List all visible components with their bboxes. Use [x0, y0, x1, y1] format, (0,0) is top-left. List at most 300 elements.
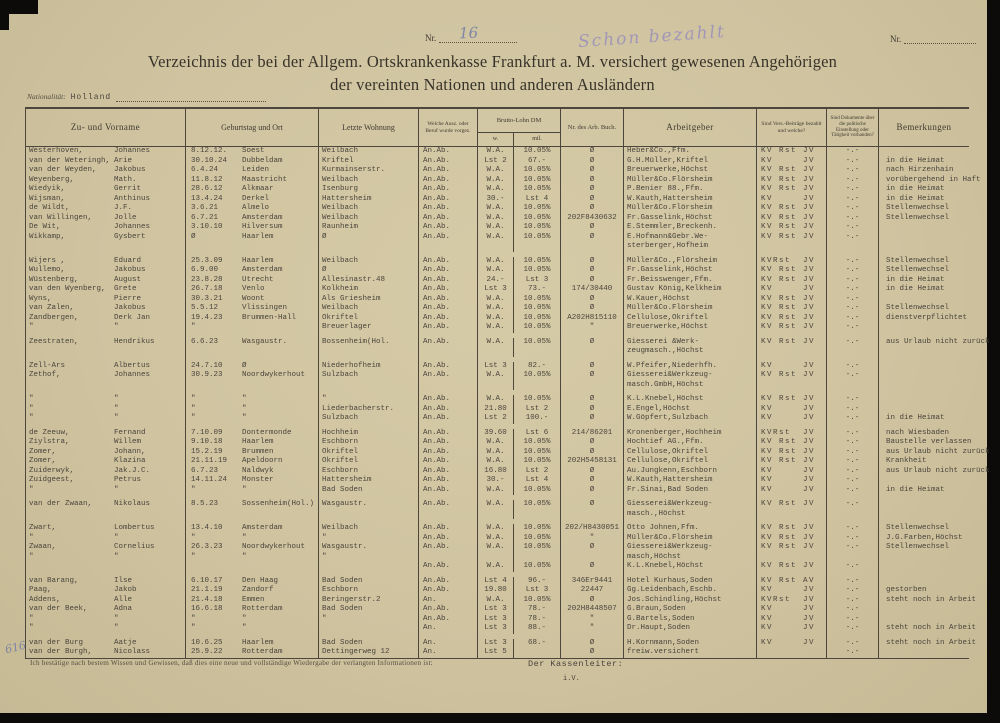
cell-arbeitsbuch-nr: Ø: [561, 495, 624, 510]
cell-beitraege: KV Rst JV: [757, 543, 827, 553]
cell-dokumente: -.-: [827, 285, 879, 295]
cell-bemerkung: Baustelle verlassen: [886, 438, 972, 446]
table-row: [26, 233, 969, 243]
cell-ausweis: An.Ab.: [419, 605, 478, 615]
cell-arbeitsbuch-nr: Ø: [561, 157, 624, 167]
col-header-dokumente: Sind Dokumente über die politische Einstellung oder Tätigkeit vorhanden?: [827, 109, 879, 146]
cell-arbeitgeber: Giesserei&Werkzeug-: [624, 543, 757, 553]
cell-ausweis: An.Ab.: [419, 266, 478, 276]
cell-geburtstag-ort: 13.4.10 Amsterdam: [186, 519, 319, 534]
brutto-lohn-subheaders: [478, 133, 560, 146]
cell-brutto-lohn: Lst 3 78.-: [478, 605, 561, 615]
cell-bemerkung: [879, 562, 969, 572]
cell-bemerkung: in die Heimat: [886, 156, 945, 165]
cell-letzte-wohnung: [319, 381, 419, 391]
cell-name: Wiedyik, Gerrit: [26, 185, 186, 195]
cell-dokumente: [827, 553, 879, 563]
cell-letzte-wohnung: Breuerlager: [319, 323, 419, 333]
cell-arbeitsbuch-nr: ": [561, 624, 624, 634]
cell-brutto-lohn: W.A. 10.05%: [478, 223, 561, 233]
cell-arbeitsbuch-nr: Ø: [561, 333, 624, 348]
table-row: [26, 252, 969, 267]
cell-brutto-lohn: 30.- Lst 4: [478, 195, 561, 205]
cell-beitraege: KV Rst JV: [757, 166, 827, 176]
cell-letzte-wohnung: Wasgaustr.: [319, 495, 419, 510]
scan-edge-right: [987, 0, 1000, 723]
cell-ausweis: An.Ab.: [419, 357, 478, 372]
cell-geburtstag-ort: " ": [186, 615, 319, 625]
cell-dokumente: -.-: [827, 414, 879, 424]
cell-arbeitsbuch-nr: [561, 381, 624, 391]
nr-field-right: [890, 34, 976, 44]
document-title-line2: der vereinten Nationen und anderen Ausländern: [330, 75, 655, 94]
cell-geburtstag-ort: 6.4.24 Leiden: [186, 166, 319, 176]
cell-bemerkung: in die Heimat: [886, 275, 945, 284]
cell-geburtstag-ort: 30.9.23 Noordwykerhout: [186, 371, 319, 381]
cell-letzte-wohnung: Hattersheim: [319, 195, 419, 205]
cell-arbeitsbuch-nr: 346Er9441: [561, 572, 624, 587]
cell-letzte-wohnung: Okriftel: [319, 314, 419, 324]
table-row: [26, 543, 969, 553]
cell-letzte-wohnung: Eschborn: [319, 438, 419, 448]
cell-dokumente: -.-: [827, 304, 879, 314]
cell-arbeitsbuch-nr: Ø: [561, 185, 624, 195]
cell-arbeitsbuch-nr: 22447: [561, 586, 624, 596]
cell-name: " ": [26, 486, 186, 496]
cell-ausweis: An.Ab.: [419, 166, 478, 176]
table-row: [26, 314, 969, 324]
cell-arbeitsbuch-nr: Ø: [561, 648, 624, 658]
cell-ausweis: An.Ab.: [419, 448, 478, 458]
cell-bemerkung: [879, 572, 969, 587]
cell-brutto-lohn: 19.80 Lst 3: [478, 586, 561, 596]
col-header-beitraege: Sind Vers.-Beiträge bezahlt und welche?: [757, 109, 827, 146]
cell-arbeitgeber: Hotel Kurhaus,Soden: [624, 572, 757, 587]
cell-name: " ": [26, 553, 186, 563]
cell-name: " ": [26, 323, 186, 333]
col-header-ausweis: Welche Ausz. oder Beruf wurde vorgez.: [419, 109, 478, 146]
cell-ausweis: [419, 381, 478, 391]
cell-brutto-lohn: W.A. 10.05%: [478, 457, 561, 467]
cell-arbeitgeber: K.L.Knebel,Höchst: [624, 562, 757, 572]
iv-abbreviation: i.V.: [563, 675, 580, 683]
cell-name: " ": [26, 624, 186, 634]
cell-arbeitgeber: Cellulose,Okriftel: [624, 448, 757, 458]
nationality-value: Holland: [70, 93, 112, 102]
table-row: [26, 185, 969, 195]
cell-geburtstag-ort: 19.4.23 Brummen-Hall: [186, 314, 319, 324]
table-row: [26, 223, 969, 233]
cell-dokumente: -.-: [827, 405, 879, 415]
cell-arbeitsbuch-nr: [561, 242, 624, 252]
cell-geburtstag-ort: [186, 381, 319, 391]
cell-ausweis: An.Ab.: [419, 295, 478, 305]
cell-dokumente: [827, 510, 879, 520]
cell-bemerkung: aus Urlaub nicht zurück: [886, 466, 990, 475]
table-row: [26, 605, 969, 615]
cell-arbeitgeber: zeugmasch.,Höchst: [624, 347, 757, 357]
cell-ausweis: An.Ab.: [419, 371, 478, 381]
cell-letzte-wohnung: ": [319, 390, 419, 405]
cell-geburtstag-ort: 6.6.23 Wasgaustr.: [186, 333, 319, 348]
cell-dokumente: -.-: [827, 534, 879, 544]
cell-beitraege: KV Rst JV: [757, 276, 827, 286]
cell-arbeitgeber: E.Engel,Höchst: [624, 405, 757, 415]
cell-beitraege: KV Rst JV: [757, 214, 827, 224]
cell-bemerkung: steht noch in Arbeit: [886, 638, 977, 647]
cell-dokumente: -.-: [827, 572, 879, 587]
cell-arbeitgeber: E.Stemmler,Breckenh.: [624, 223, 757, 233]
cell-beitraege: KVRst JV: [757, 424, 827, 439]
nr-dotted-line: [904, 34, 976, 44]
cell-ausweis: An.Ab.: [419, 467, 478, 477]
cell-geburtstag-ort: 21.11.19 Apeldoorn: [186, 457, 319, 467]
cell-brutto-lohn: W.A. 10.05%: [478, 147, 561, 157]
cell-arbeitgeber: masch.,Höchst: [624, 510, 757, 520]
cell-brutto-lohn: Lst 2 67.-: [478, 157, 561, 167]
cell-geburtstag-ort: 6.10.17 Den Haag: [186, 572, 319, 587]
cell-arbeitgeber: Heber&Co.,Ffm.: [624, 147, 757, 157]
handwritten-nr-value: 16: [458, 23, 479, 43]
cell-arbeitsbuch-nr: 202/H8430051: [561, 519, 624, 534]
cell-dokumente: -.-: [827, 214, 879, 224]
col-header-bemerkungen: Bemerkungen: [896, 122, 952, 133]
cell-beitraege: KV Rst JV: [757, 562, 827, 572]
cell-name: Zeestraten, Hendrikus: [26, 333, 186, 348]
table-row: [26, 624, 977, 634]
cell-arbeitgeber: W.Kauer,Höchst: [624, 295, 757, 305]
cell-beitraege: KV JV: [757, 157, 827, 167]
cell-name: Wullemo, Jakobus: [26, 266, 186, 276]
cell-brutto-lohn: W.A. 10.05%: [478, 519, 561, 534]
cell-bemerkung: [879, 223, 969, 233]
cell-dokumente: -.-: [827, 467, 879, 477]
cell-letzte-wohnung: Raunheim: [319, 223, 419, 233]
cell-dokumente: -.-: [827, 323, 879, 333]
cell-ausweis: An.Ab.: [419, 223, 478, 233]
cell-arbeitgeber: H.Kornmann,Soden: [624, 634, 757, 649]
table-row: [26, 357, 969, 372]
cell-geburtstag-ort: " ": [186, 390, 319, 405]
cell-bemerkung: gestorben: [886, 586, 927, 594]
cell-arbeitsbuch-nr: Ø: [561, 295, 624, 305]
cell-name: Zomer, Klazina: [26, 457, 186, 467]
table-row: [26, 285, 969, 295]
cell-brutto-lohn: W.A. 10.05%: [478, 323, 561, 333]
table-row: [26, 405, 969, 415]
cell-bemerkung: in die Heimat: [886, 285, 945, 293]
nr-label: Nr.: [890, 34, 902, 44]
cell-bemerkung: [879, 371, 969, 381]
table-row: [26, 510, 969, 520]
cell-dokumente: -.-: [827, 495, 879, 510]
cell-dokumente: -.-: [827, 586, 879, 596]
cell-name: Wyns, Pierre: [26, 295, 186, 305]
cell-bemerkung: [879, 242, 969, 252]
cell-arbeitsbuch-nr: Ø: [561, 195, 624, 205]
cell-dokumente: [827, 381, 879, 391]
cell-beitraege: KV JV: [757, 615, 827, 625]
cell-brutto-lohn: W.A. 10.05%: [478, 295, 561, 305]
cell-dokumente: -.-: [827, 457, 879, 467]
cell-arbeitgeber: Fr.Gasselink,Höchst: [624, 214, 757, 224]
cell-ausweis: [419, 510, 478, 520]
table-row: [26, 175, 981, 186]
cell-brutto-lohn: W.A. 10.05%: [478, 166, 561, 176]
cell-arbeitgeber: Breuerwerke,Höchst: [624, 323, 757, 333]
cell-brutto-lohn: W.A. 10.05%: [478, 266, 561, 276]
cell-letzte-wohnung: Kriftel: [319, 157, 419, 167]
cell-letzte-wohnung: Als Griesheim: [319, 295, 419, 305]
cell-ausweis: [419, 347, 478, 357]
handwritten-margin-note: 616: [3, 638, 28, 657]
cell-geburtstag-ort: 25.3.09 Haarlem: [186, 252, 319, 267]
cell-geburtstag-ort: " ": [186, 534, 319, 544]
cell-dokumente: -.-: [827, 157, 879, 167]
cell-arbeitsbuch-nr: Ø: [561, 276, 624, 286]
cell-bemerkung: [879, 295, 969, 305]
cell-name: Addens, Alle: [26, 596, 186, 606]
cell-geburtstag-ort: 14.11.24 Monster: [186, 476, 319, 486]
purple-stamp: Schon bezahlt: [577, 21, 727, 53]
table-row: [26, 276, 969, 286]
cell-bemerkung: [879, 357, 969, 372]
table-row: [26, 242, 969, 252]
cell-arbeitsbuch-nr: Ø: [561, 390, 624, 405]
cell-name: " ": [26, 615, 186, 625]
cell-brutto-lohn: 24.- Lst 3: [478, 276, 561, 286]
cell-name: van Zalen, Jakobus: [26, 304, 186, 314]
cell-beitraege: KV Rst JV: [757, 495, 827, 510]
cell-letzte-wohnung: Weilbach: [319, 304, 419, 314]
cell-letzte-wohnung: Eschborn: [319, 586, 419, 596]
cell-brutto-lohn: W.A. 10.05%: [478, 314, 561, 324]
cell-dokumente: [827, 347, 879, 357]
cell-name: Zandbergen, Derk Jan: [26, 314, 186, 324]
cell-letzte-wohnung: Weilbach: [319, 252, 419, 267]
cell-dokumente: -.-: [827, 615, 879, 625]
cell-brutto-lohn: 21.80 Lst 2: [478, 405, 561, 415]
cell-geburtstag-ort: [186, 562, 319, 572]
cell-arbeitsbuch-nr: 174/30440: [561, 285, 624, 295]
cell-brutto-lohn: W.A. 10.05%: [478, 562, 561, 572]
cell-dokumente: -.-: [827, 185, 879, 195]
table-row: [26, 347, 969, 357]
cell-name: [26, 347, 186, 357]
cell-dokumente: -.-: [827, 390, 879, 405]
table-row: [26, 304, 969, 314]
cell-brutto-lohn: W.A. 10.05%: [478, 333, 561, 348]
cell-geburtstag-ort: [186, 510, 319, 520]
cell-arbeitgeber: Gustav König,Kelkheim: [624, 285, 757, 295]
cell-name: [26, 381, 186, 391]
cell-arbeitsbuch-nr: Ø: [561, 405, 624, 415]
cell-ausweis: An.Ab.: [419, 390, 478, 405]
col-header-arbeitgeber: Arbeitgeber: [624, 109, 757, 146]
cell-brutto-lohn: Lst 3 88.-: [478, 624, 561, 634]
cell-arbeitgeber: Fr.Sinai,Bad Soden: [624, 486, 757, 496]
cell-dokumente: -.-: [827, 166, 879, 176]
cell-dokumente: [827, 242, 879, 252]
cell-arbeitgeber: G.Braun,Soden: [624, 605, 757, 615]
cell-arbeitsbuch-nr: [561, 553, 624, 563]
cell-arbeitgeber: Cellulose,Okriftel: [624, 457, 757, 467]
cell-bemerkung: vorübergehend in Haft: [886, 175, 981, 184]
cell-ausweis: An.Ab.: [419, 572, 478, 587]
cell-arbeitgeber: freiw.versichert: [624, 648, 757, 658]
cell-dokumente: -.-: [827, 295, 879, 305]
table-row: [26, 166, 969, 176]
cell-name: Paag, Jakob: [26, 586, 186, 596]
cell-ausweis: An.Ab.: [419, 543, 478, 553]
cell-bemerkung: [879, 615, 969, 625]
cell-bemerkung: [879, 381, 969, 391]
cell-letzte-wohnung: [319, 562, 419, 572]
cell-name: de Wildt, J.F.: [26, 204, 186, 214]
cell-bemerkung: nach Hirzenhain: [886, 166, 954, 174]
cell-ausweis: An.Ab.: [419, 562, 478, 572]
cell-geburtstag-ort: Ø Haarlem: [186, 233, 319, 243]
cell-bemerkung: in die Heimat: [886, 185, 945, 193]
cell-bemerkung: [879, 553, 969, 563]
cell-letzte-wohnung: Bossenheim(Hol.: [319, 333, 419, 348]
cell-geburtstag-ort: 8.5.23 Sossenheim(Hol.): [186, 495, 319, 510]
certification-statement: Ich bestätige nach bestem Wissen und Gewissen, daß dies eine neue und vollständige Wiedergabe der verlangten Informationen ist:: [30, 659, 433, 667]
cell-arbeitsbuch-nr: Ø: [561, 448, 624, 458]
scan-corner-artifact: [0, 0, 9, 30]
cell-ausweis: An.Ab.: [419, 233, 478, 243]
cell-arbeitsbuch-nr: Ø: [561, 233, 624, 243]
cell-arbeitgeber: Giesserei&Werkzeug-: [624, 495, 757, 510]
cell-letzte-wohnung: [319, 347, 419, 357]
cell-dokumente: -.-: [827, 543, 879, 553]
table-row: [26, 157, 969, 167]
cell-bemerkung: steht noch in Arbeit: [886, 624, 977, 632]
kassenleiter-signature-label: Der Kassenleiter:: [528, 659, 624, 669]
cell-dokumente: -.-: [827, 596, 879, 606]
cell-beitraege: KV JV: [757, 285, 827, 295]
cell-beitraege: KV JV: [757, 624, 827, 634]
cell-dokumente: -.-: [827, 333, 879, 348]
cell-ausweis: An.: [419, 624, 478, 634]
cell-brutto-lohn: 30.- Lst 4: [478, 476, 561, 486]
cell-geburtstag-ort: 30.3.21 Woont: [186, 295, 319, 305]
cell-arbeitgeber: Breuerwerke,Höchst: [624, 166, 757, 176]
cell-dokumente: -.-: [827, 252, 879, 267]
cell-dokumente: -.-: [827, 519, 879, 534]
cell-name: Ziylstra, Willem: [26, 438, 186, 448]
cell-letzte-wohnung: Kurmainserstr.: [319, 166, 419, 176]
cell-beitraege: KV Rst JV: [757, 314, 827, 324]
nationality-field: [27, 92, 266, 102]
cell-geburtstag-ort: 13.4.24 Derkel: [186, 195, 319, 205]
cell-letzte-wohnung: Sulzbach: [319, 371, 419, 381]
cell-beitraege: KV Rst JV: [757, 323, 827, 333]
cell-arbeitsbuch-nr: Ø: [561, 357, 624, 372]
cell-beitraege: KV JV: [757, 357, 827, 372]
table-row: [26, 266, 969, 276]
cell-arbeitgeber: K.L.Knebel,Höchst: [624, 390, 757, 405]
cell-brutto-lohn: Lst 4 96.-: [478, 572, 561, 587]
cell-letzte-wohnung: ": [319, 615, 419, 625]
cell-letzte-wohnung: Allesinastr.48: [319, 276, 419, 286]
cell-ausweis: An.Ab.: [419, 304, 478, 314]
table-row: [26, 447, 990, 458]
cell-beitraege: [757, 648, 827, 658]
cell-letzte-wohnung: Bad Soden: [319, 634, 419, 649]
cell-name: van der Weteringh, Arie: [26, 157, 186, 167]
cell-geburtstag-ort: [186, 242, 319, 252]
cell-bemerkung: Krankheit: [886, 457, 927, 465]
cell-letzte-wohnung: Weilbach: [319, 147, 419, 157]
cell-bemerkung: in die Heimat: [886, 414, 945, 422]
cell-bemerkung: [879, 510, 969, 520]
cell-letzte-wohnung: ": [319, 553, 419, 563]
table-row: [26, 634, 977, 649]
cell-arbeitgeber: masch,Höchst: [624, 553, 757, 563]
cell-name: Wüstenberg, August: [26, 276, 186, 286]
cell-beitraege: [757, 381, 827, 391]
cell-brutto-lohn: 16.80 Lst 2: [478, 467, 561, 477]
cell-name: [26, 242, 186, 252]
cell-beitraege: [757, 510, 827, 520]
cell-dokumente: -.-: [827, 624, 879, 634]
cell-letzte-wohnung: Beringerstr.2: [319, 596, 419, 606]
cell-name: " ": [26, 414, 186, 424]
cell-arbeitsbuch-nr: Ø: [561, 166, 624, 176]
cell-arbeitgeber: E.Hofmann&Gebr.We-: [624, 233, 757, 243]
table-row: [26, 414, 969, 424]
cell-arbeitsbuch-nr: A202H815110: [561, 314, 624, 324]
nationality-dotted-line: [116, 92, 266, 102]
cell-geburtstag-ort: " ": [186, 553, 319, 563]
cell-letzte-wohnung: [319, 242, 419, 252]
table-row: [26, 424, 969, 439]
cell-brutto-lohn: [478, 347, 561, 357]
table-row: [26, 195, 969, 205]
cell-ausweis: An.Ab.: [419, 314, 478, 324]
cell-letzte-wohnung: Weilbach: [319, 176, 419, 186]
cell-ausweis: An.Ab.: [419, 476, 478, 486]
cell-brutto-lohn: [478, 510, 561, 520]
cell-arbeitgeber: Au.Jungkenn,Eschborn: [624, 467, 757, 477]
cell-ausweis: An.Ab.: [419, 534, 478, 544]
cell-geburtstag-ort: 5.5.12 Vlissingen: [186, 304, 319, 314]
cell-bemerkung: Stellenwechsel: [886, 543, 950, 551]
cell-arbeitsbuch-nr: Ø: [561, 223, 624, 233]
cell-letzte-wohnung: Eschborn: [319, 467, 419, 477]
cell-beitraege: KV Rst JV: [757, 390, 827, 405]
table-row: [26, 295, 969, 305]
cell-brutto-lohn: W.A. 10.05%: [478, 371, 561, 381]
table-row: [26, 333, 990, 348]
cell-arbeitgeber: Giesserei&Werkzeug-: [624, 371, 757, 381]
cell-beitraege: KV Rst JV: [757, 519, 827, 534]
cell-arbeitgeber: Gg.Leidenbach,Eschb.: [624, 586, 757, 596]
cell-dokumente: -.-: [827, 176, 879, 186]
cell-dokumente: -.-: [827, 233, 879, 243]
cell-brutto-lohn: W.A. 10.05%: [478, 176, 561, 186]
table-row: [26, 147, 969, 157]
cell-arbeitsbuch-nr: Ø: [561, 596, 624, 606]
cell-bemerkung: [879, 495, 969, 510]
cell-arbeitsbuch-nr: [561, 510, 624, 520]
cell-name: van der Burgh, Nicolass: [26, 648, 186, 658]
cell-arbeitgeber: G.Bartels,Soden: [624, 615, 757, 625]
register-table: [25, 107, 990, 659]
cell-geburtstag-ort: 15.2.19 Brummen: [186, 448, 319, 458]
cell-bemerkung: in die Heimat: [886, 194, 945, 203]
